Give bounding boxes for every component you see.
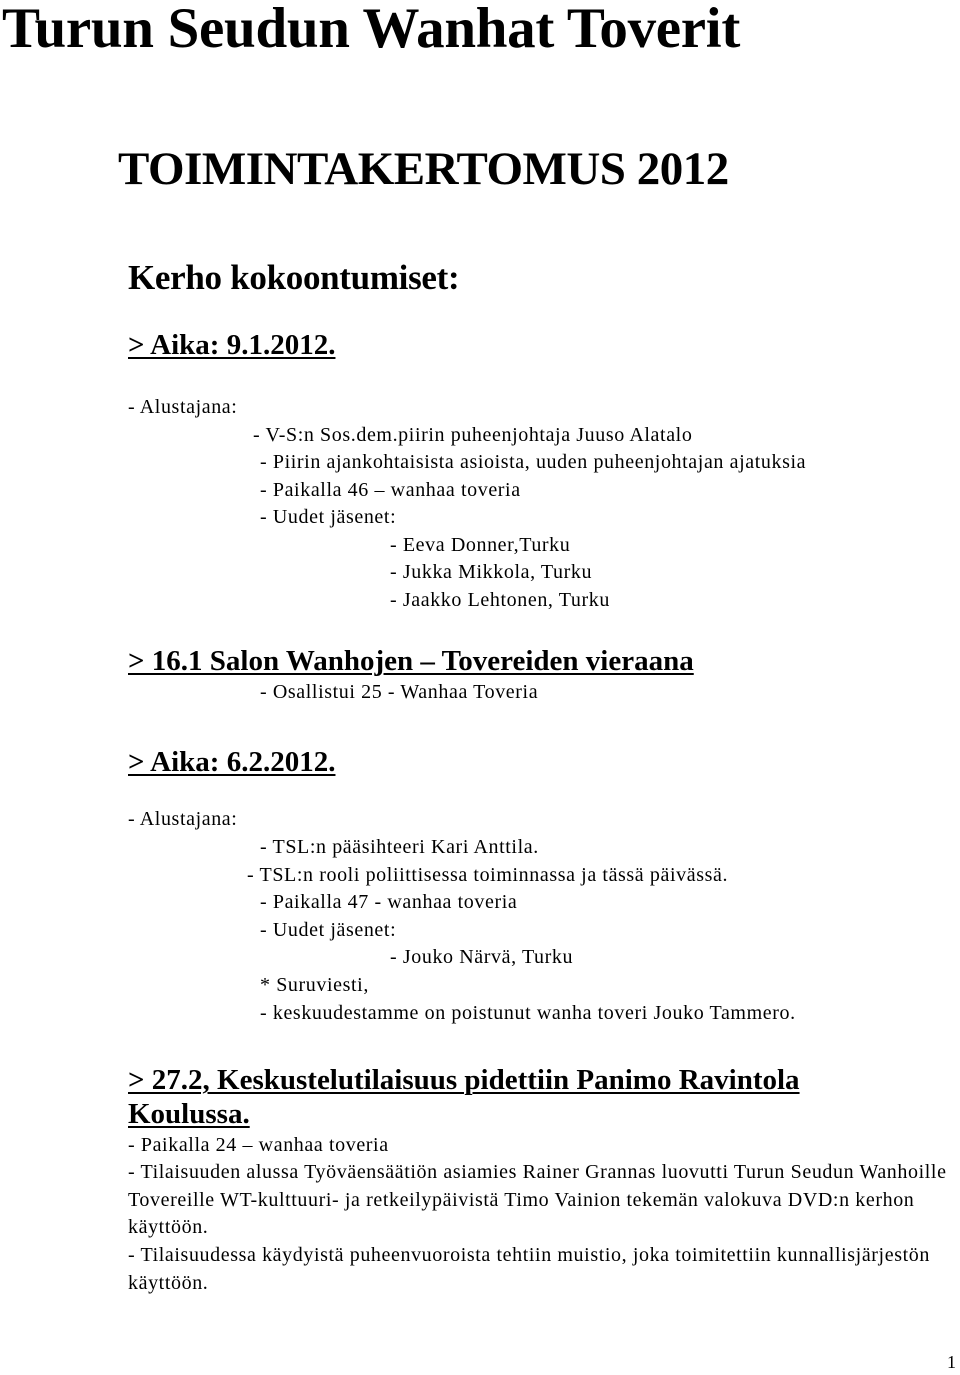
meeting-line: - Paikalla 24 – wanhaa toveria — [128, 1134, 389, 1156]
page-number: 1 — [947, 1352, 956, 1372]
meeting-heading: > 27.2, Keskustelutilaisuus pidettiin Panimo Ravintola Koulussa. — [128, 1064, 800, 1130]
meeting-line: - Uudet jäsenet: — [260, 919, 397, 941]
meeting-line: - TSL:n rooli poliittisessa toiminnassa ja tässä päivässä. — [247, 864, 729, 886]
meeting-line: - V-S:n Sos.dem.piirin puheenjohtaja Juuso Alatalo — [253, 424, 693, 446]
meeting-line: - Eeva Donner,Turku — [390, 534, 571, 556]
meeting-line: - Paikalla 47 - wanhaa toveria — [260, 891, 518, 913]
meeting-line: - TSL:n pääsihteeri Kari Anttila. — [260, 836, 539, 858]
meeting-line: - Jukka Mikkola, Turku — [390, 561, 593, 583]
meeting-paragraph: - Tilaisuuden alussa Työväensäätiön asiamies Rainer Grannas luovutti Turun Seudun Wanhoille Tovereille WT-kulttuuri- ja retkeilypäivistä Timo Vainion tekemän valokuva DVD:n kerhon käyttöön. — [128, 1161, 947, 1239]
meeting-line: - Paikalla 46 – wanhaa toveria — [260, 479, 521, 501]
meeting-line: - Jaakko Lehtonen, Turku — [390, 589, 610, 611]
meeting-paragraph: - Tilaisuudessa käydyistä puheenvuoroista tehtiin muistio, joka toimitettiin kunnallisjärjestön käyttöön. — [128, 1244, 930, 1294]
meeting-line: - Alustajana: — [128, 396, 238, 418]
meeting-line: - Jouko Närvä, Turku — [390, 946, 574, 968]
organization-title: Turun Seudun Wanhat Toverit — [2, 0, 741, 60]
meeting-line: * Suruviesti, — [260, 974, 369, 996]
meeting-heading: > 16.1 Salon Wanhojen – Tovereiden vieraana — [128, 645, 694, 677]
meeting-line: - Uudet jäsenet: — [260, 506, 397, 528]
meeting-heading: > Aika: 9.1.2012. — [128, 329, 336, 361]
meeting-line: - Osallistui 25 - Wanhaa Toveria — [260, 681, 539, 703]
meeting-heading: > Aika: 6.2.2012. — [128, 746, 336, 778]
meeting-line: - Alustajana: — [128, 808, 238, 830]
section-heading: Kerho kokoontumiset: — [128, 258, 460, 297]
meeting-line: - keskuudestamme on poistunut wanha toveri Jouko Tammero. — [260, 1002, 796, 1024]
report-title: TOIMINTAKERTOMUS 2012 — [118, 143, 729, 195]
meeting-line: - Piirin ajankohtaisista asioista, uuden puheenjohtajan ajatuksia — [260, 451, 807, 473]
